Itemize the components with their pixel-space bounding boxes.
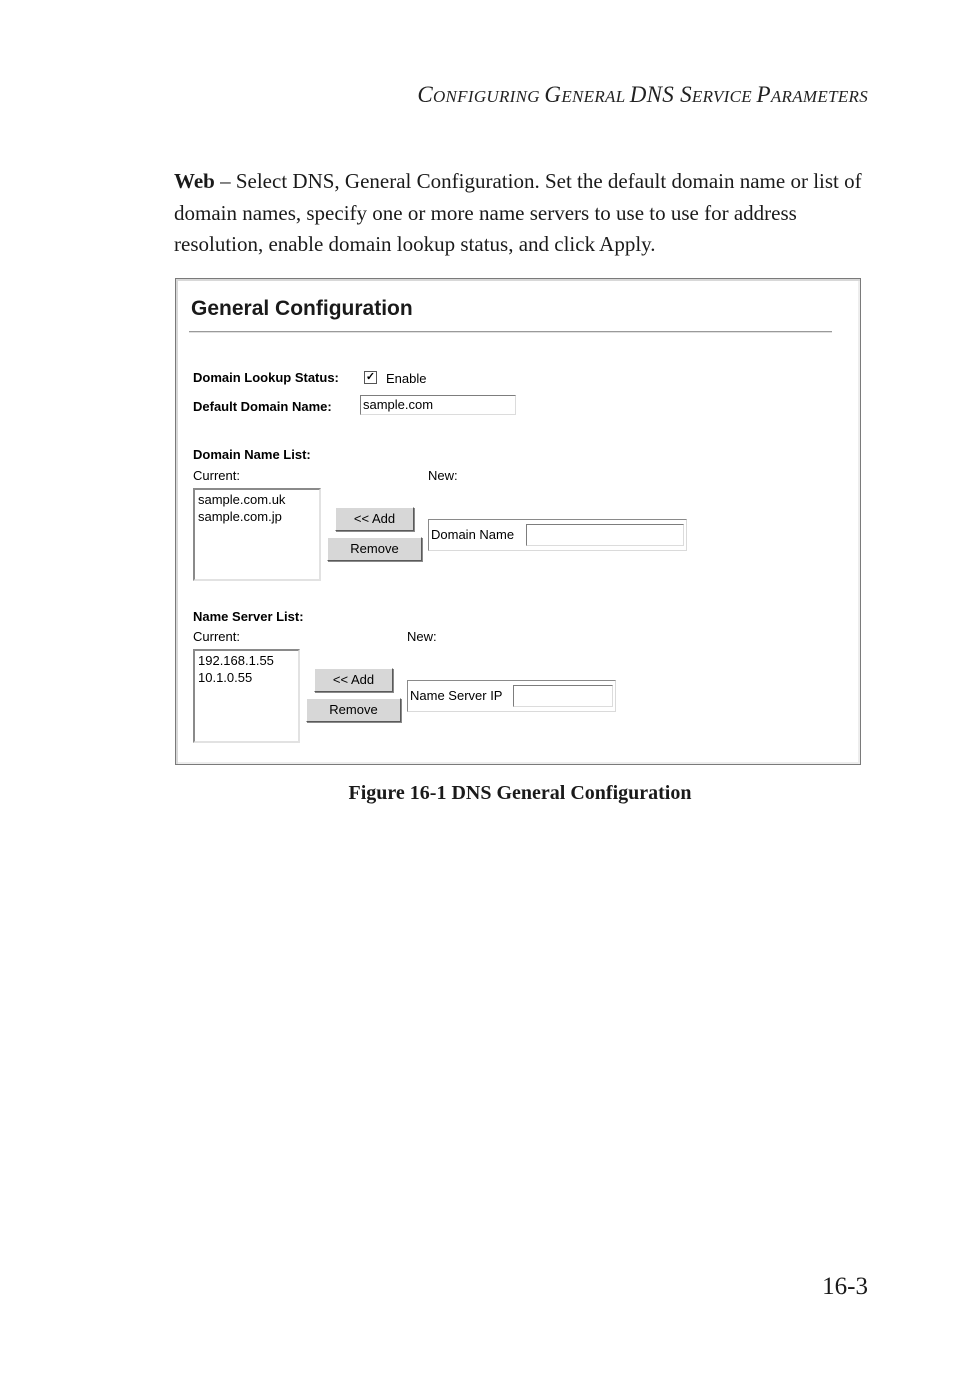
name-server-ip-input[interactable]: [513, 685, 613, 707]
name-server-ip-field-label: Name Server IP: [410, 688, 503, 703]
domain-add-button[interactable]: << Add: [335, 507, 414, 531]
domain-name-field-label: Domain Name: [431, 527, 515, 542]
title-divider: [189, 331, 832, 333]
domain-name-list-heading: Domain Name List:: [193, 447, 311, 462]
enable-checkbox[interactable]: ✓: [365, 371, 376, 383]
domain-remove-button[interactable]: Remove: [327, 537, 422, 561]
web-label: Web: [174, 169, 215, 193]
server-current-label: Current:: [193, 629, 240, 644]
default-domain-input[interactable]: sample.com: [360, 395, 516, 415]
header-part: GENERAL: [544, 82, 630, 107]
page-title: General Configuration: [191, 297, 413, 320]
header-part: CONFIGURING: [417, 82, 545, 107]
header-part: PARAMETERS: [756, 82, 868, 107]
server-new-label: New:: [407, 629, 437, 644]
page-number: 16-3: [822, 1273, 868, 1300]
header-part: DNS: [629, 82, 681, 107]
server-remove-button[interactable]: Remove: [306, 698, 401, 722]
list-item[interactable]: 10.1.0.55: [198, 670, 253, 685]
domain-name-input[interactable]: [526, 524, 684, 546]
server-current-listbox[interactable]: [193, 649, 300, 743]
domain-current-listbox[interactable]: [193, 488, 321, 581]
list-item[interactable]: sample.com.jp: [198, 509, 282, 524]
name-server-list-heading: Name Server List:: [193, 609, 304, 624]
default-domain-label: Default Domain Name:: [193, 399, 332, 414]
domain-current-label: Current:: [193, 468, 240, 483]
domain-new-label: New:: [428, 468, 458, 483]
body-paragraph: [174, 166, 864, 261]
list-item[interactable]: 192.168.1.55: [198, 653, 274, 668]
list-item[interactable]: sample.com.uk: [198, 492, 286, 507]
running-header: [417, 82, 868, 108]
server-add-button[interactable]: << Add: [314, 668, 393, 692]
server-new-entry: [407, 680, 616, 712]
general-configuration-screenshot: [175, 278, 861, 765]
domain-lookup-label: Domain Lookup Status:: [193, 370, 339, 385]
figure-caption: Figure 16-1 DNS General Configuration: [348, 782, 692, 804]
paragraph-text: – Select DNS, General Configuration. Set the default domain name or list of domain names, specify one or more name servers to use to use for address resolution, enable domain lookup status, and click Apply.: [174, 169, 862, 256]
enable-label: Enable: [386, 371, 427, 386]
header-part: SERVICE: [680, 82, 757, 107]
domain-new-entry: [428, 519, 687, 551]
